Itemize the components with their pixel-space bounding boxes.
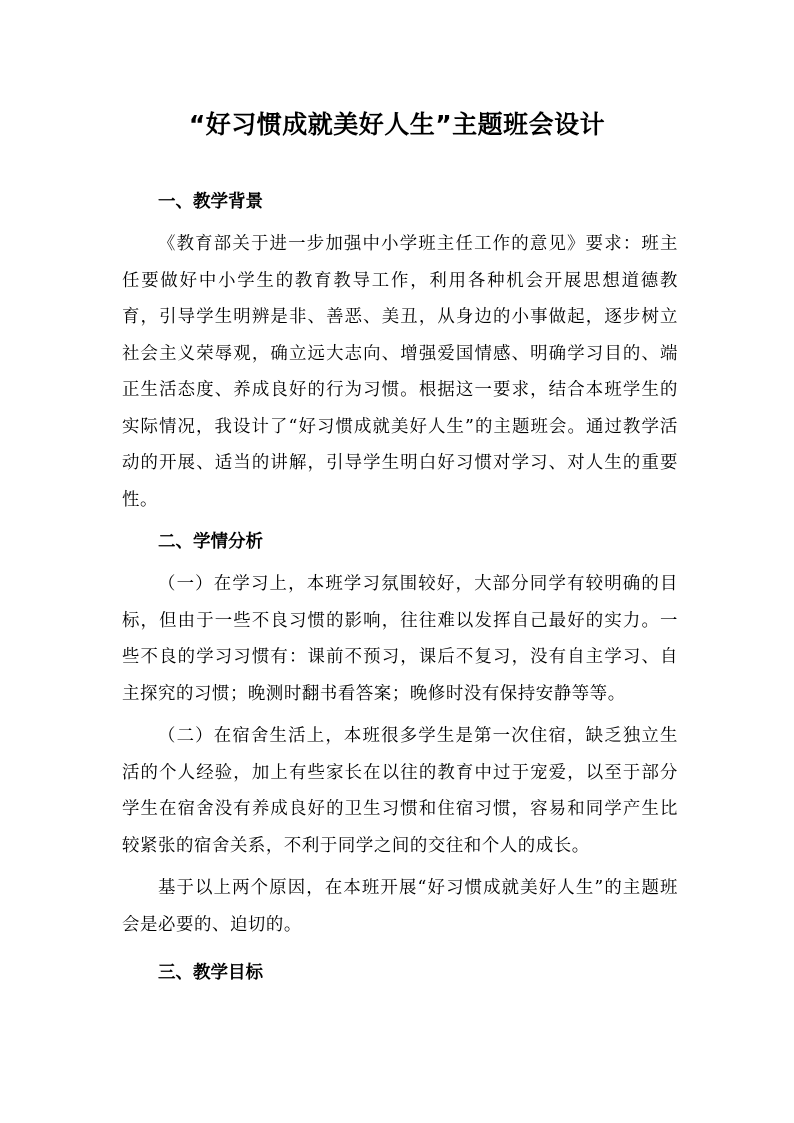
section-heading: 一、教学背景 [158, 192, 263, 212]
section-heading: 三、教学目标 [158, 963, 263, 983]
document-title: “好习惯成就美好人生”主题班会设计 [188, 110, 606, 139]
section-teaching-goals [122, 955, 678, 991]
section-learning-analysis [122, 524, 678, 943]
paragraph: 《教育部关于进一步加强中小学班主任工作的意见》要求：班主任要做好中小学生的教育教导工作，利用各种机会开展思想道德教育，引导学生明辨是非、善恶、美丑，从身边的小事做起，逐步树立社会主义荣辱观，确立远大志向、增强爱国情感、明确学习目的、端正生活态度、养成良好的行为习惯。根据这一要求，结合本班学生的实际情况，我设计了“好习惯成就美好人生”的主题班会。通过教学活动的开展、适当的讲解，引导学生明白好习惯对学习、对人生的重要性。 [122, 234, 678, 510]
document-body [122, 184, 678, 997]
paragraph: （一）在学习上，本班学习氛围较好，大部分同学有较明确的目标，但由于一些不良习惯的影响，往往难以发挥自己最好的实力。一些不良的学习习惯有：课前不预习，课后不复习，没有自主学习、自主探究的习惯；晚测时翻书看答案；晚修时没有保持安静等等。 [122, 574, 678, 704]
paragraph: 基于以上两个原因，在本班开展“好习惯成就美好人生”的主题班会是必要的、迫切的。 [122, 878, 678, 935]
section-teaching-background [122, 184, 678, 518]
section-heading: 二、学情分析 [158, 532, 263, 552]
paragraph: （二）在宿舍生活上，本班很多学生是第一次住宿，缺乏独立生活的个人经验，加上有些家长在以往的教育中过于宠爱，以至于部分学生在宿舍没有养成良好的卫生习惯和住宿习惯，容易和同学产生比较紧张的宿舍关系，不利于同学之间的交往和个人的成长。 [122, 726, 678, 856]
